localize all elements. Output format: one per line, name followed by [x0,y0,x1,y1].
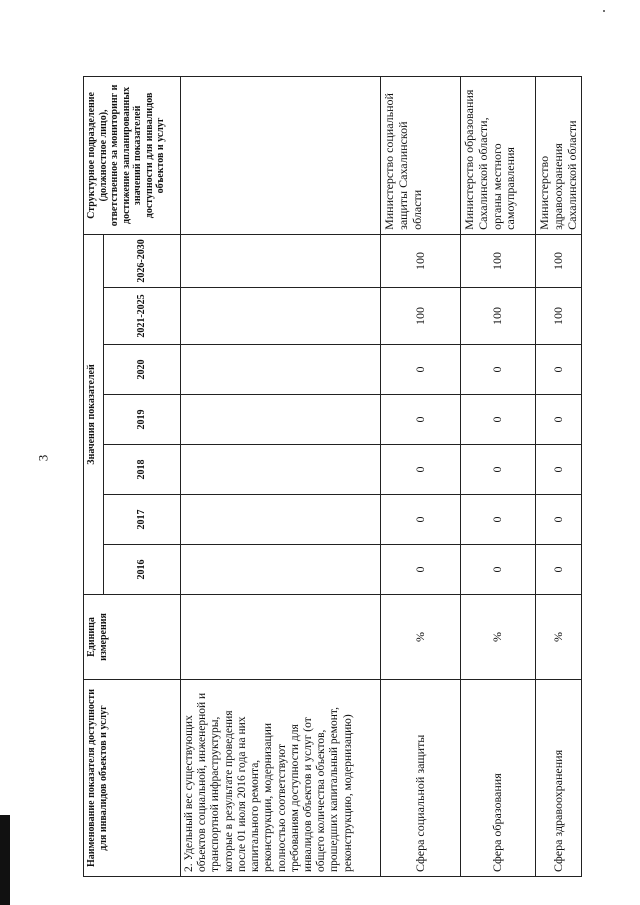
header-year: 2020 [104,345,181,395]
row-value: 0 [461,395,536,445]
row-value: 0 [536,345,582,395]
header-values-group: Значения показателей [84,234,104,594]
row-value: 0 [461,445,536,495]
row-responsible: Министерство здравоохранения Сахалинской области [536,76,582,234]
row-name: Сфера социальной защиты [381,680,461,877]
row-responsible: Министерство социальной защиты Сахалинской области [381,76,461,234]
header-year: 2026-2030 [104,234,181,287]
header-year: 2018 [104,445,181,495]
empty-cell [181,495,381,545]
row-value: 100 [461,288,536,345]
empty-cell [181,445,381,495]
row-value: 0 [536,445,582,495]
row-value: 0 [381,395,461,445]
row-value: 100 [381,234,461,287]
row-value: 100 [461,234,536,287]
row-value: 0 [381,545,461,595]
rotated-table-wrapper [83,77,580,877]
section-title: 2. Удельный вес существующих объектов социальной, инженерной и транспортной инфраструктуры, которые в результате проведения после 01 июля 2016 года на них капитального ремонта, реконструкции, модернизации полностью соответствуют требованиям доступности для инвалидов объектов и услуг (от общего количества объектов, прошедших капитальный ремонт, реконструкцию, модернизацию) [181,680,381,877]
empty-cell [181,595,381,680]
header-year: 2019 [104,395,181,445]
page-number: 3 [35,454,51,462]
row-unit: % [461,595,536,680]
header-responsible: Структурное подразделение (должностное лицо), ответственное за мониторинг и достижение запланированных значений показателей доступности для инвалидов объектов и услуг [84,76,181,234]
accessibility-indicators-table [83,76,582,877]
scan-speck [603,10,605,12]
row-value: 0 [536,495,582,545]
row-value: 0 [461,345,536,395]
table-row [461,76,536,876]
row-value: 100 [381,288,461,345]
section-row [181,76,381,876]
row-unit: % [536,595,582,680]
row-name: Сфера образования [461,680,536,877]
row-value: 0 [461,545,536,595]
empty-cell [181,76,381,234]
table-row [381,76,461,876]
header-year: 2021-2025 [104,288,181,345]
empty-cell [181,545,381,595]
scan-edge-mark [0,815,10,905]
row-name: Сфера здравоохранения [536,680,582,877]
header-year: 2016 [104,545,181,595]
empty-cell [181,345,381,395]
empty-cell [181,288,381,345]
table-row [536,76,582,876]
empty-cell [181,395,381,445]
row-value: 100 [536,234,582,287]
row-value: 0 [461,495,536,545]
row-value: 0 [536,395,582,445]
row-value: 0 [381,445,461,495]
row-value: 100 [536,288,582,345]
row-value: 0 [381,345,461,395]
row-unit: % [381,595,461,680]
row-value: 0 [536,545,582,595]
header-unit: Единица измерения [84,595,181,680]
row-value: 0 [381,495,461,545]
row-responsible: Министерство образования Сахалинской области, органы местного самоуправления [461,76,536,234]
header-year: 2017 [104,495,181,545]
empty-cell [181,234,381,287]
header-name: Наименование показателя доступности для инвалидов объектов и услуг [84,680,181,877]
